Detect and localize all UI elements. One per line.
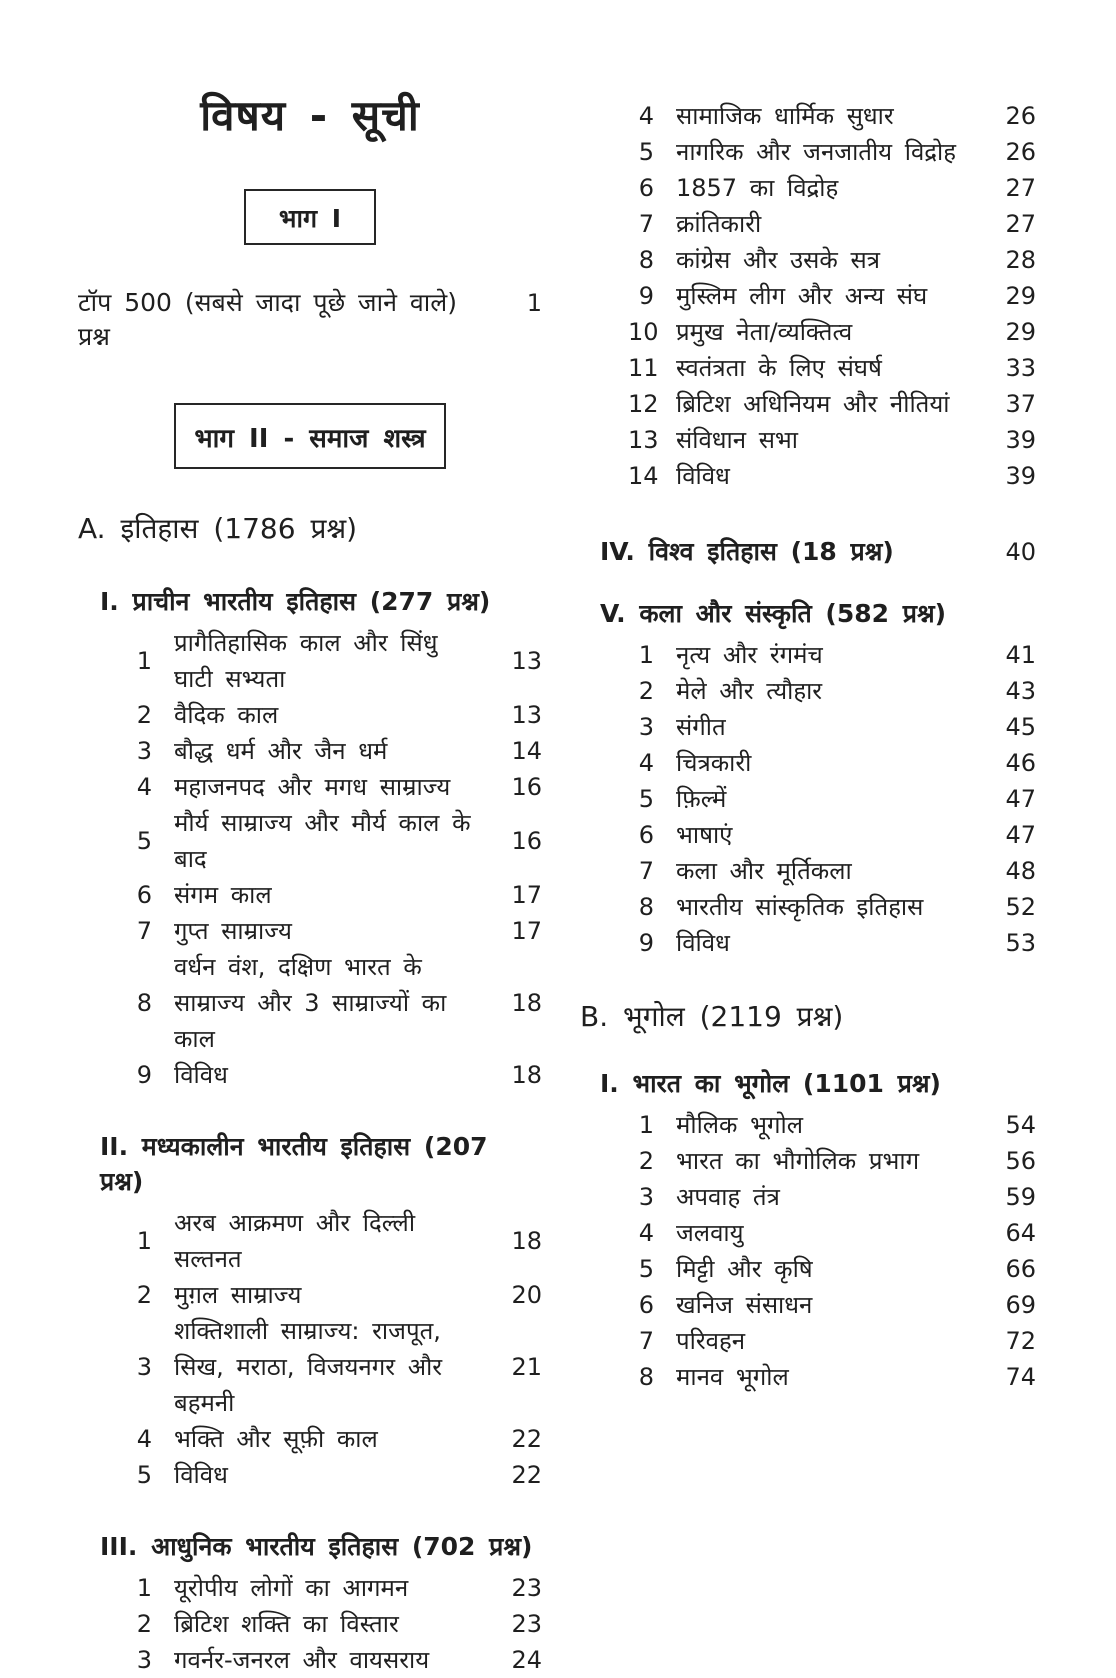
toc-item-row — [78, 697, 542, 733]
part2-box-label: भाग II - समाज शस्त्र — [194, 424, 426, 454]
toc-item-row — [78, 805, 542, 877]
item-number: 4 — [638, 748, 654, 777]
item-number: 7 — [638, 1326, 654, 1355]
item-number: 6 — [638, 1290, 654, 1319]
item-page: 53 — [1005, 928, 1036, 957]
item-number: 4 — [136, 773, 152, 802]
toc-item-row — [580, 314, 1036, 350]
subsection-a5-heading: V. कला और संस्कृति (582 प्रश्न) — [600, 598, 947, 628]
item-number: 3 — [638, 1182, 654, 1211]
item-page: 26 — [1005, 138, 1036, 166]
item-label: भारत का भौगोलिक प्रभाग — [676, 1146, 920, 1175]
subsection-a2-heading: II. मध्यकालीन भारतीय इतिहास (207 प्रश्न) — [100, 1132, 488, 1197]
top500-label: टॉप 500 (सबसे जादा पूछे जाने वाले) प्रश्न — [78, 288, 457, 351]
toc-item-row — [78, 1057, 542, 1093]
item-label: मौलिक भूगोल — [676, 1110, 803, 1139]
item-page: 16 — [511, 773, 542, 802]
item-label: बौद्ध धर्म और जैन धर्म — [174, 737, 388, 766]
item-number: 1 — [136, 1227, 152, 1256]
item-page: 22 — [511, 1425, 542, 1454]
toc-item-row — [580, 134, 1036, 170]
item-number: 9 — [136, 1061, 152, 1090]
item-label: खनिज संसाधन — [676, 1290, 813, 1319]
toc-item-row — [78, 733, 542, 769]
item-page: 45 — [1005, 712, 1036, 741]
item-label: मेले और त्यौहार — [676, 676, 823, 705]
toc-item-row — [580, 350, 1036, 386]
item-number: 11 — [628, 354, 659, 382]
item-label: वर्धन वंश, दक्षिण भारत के साम्राज्य और 3 साम्राज्यों का काल — [174, 953, 447, 1054]
item-number: 10 — [628, 318, 659, 346]
item-page: 48 — [1005, 856, 1036, 885]
item-page: 27 — [1005, 174, 1036, 202]
item-page: 29 — [1005, 282, 1036, 310]
toc-item-row — [580, 458, 1036, 494]
item-page: 29 — [1005, 318, 1036, 346]
toc-item-row — [78, 1642, 542, 1678]
toc-item-row — [580, 170, 1036, 206]
item-label: ब्रिटिश अधिनियम और नीतियां — [676, 390, 950, 418]
item-label: स्वतंत्रता के लिए संघर्ष — [676, 354, 882, 382]
subsection-a3-items-left — [78, 1570, 542, 1678]
item-label: प्रागैतिहासिक काल और सिंधु घाटी सभ्यता — [174, 629, 438, 694]
toc-item-row — [78, 877, 542, 913]
item-label: भाषाएं — [676, 820, 733, 849]
toc-item-row — [580, 1359, 1036, 1395]
item-number: 14 — [628, 462, 659, 490]
item-page: 13 — [511, 701, 542, 730]
item-page: 28 — [1005, 246, 1036, 274]
item-page: 17 — [511, 881, 542, 910]
item-label: ब्रिटिश शक्ति का विस्तार — [174, 1610, 399, 1639]
toc-item-row — [78, 1570, 542, 1606]
item-label: सामाजिक धार्मिक सुधार — [676, 102, 894, 130]
item-label: वैदिक काल — [174, 701, 279, 730]
item-label: नागरिक और जनजातीय विद्रोह — [676, 138, 956, 166]
item-page: 72 — [1005, 1326, 1036, 1355]
toc-item-row — [580, 925, 1036, 961]
item-label: मौर्य साम्राज्य और मौर्य काल के बाद — [174, 809, 471, 874]
item-label: मुस्लिम लीग और अन्य संघ — [676, 282, 928, 310]
toc-item-row — [580, 889, 1036, 925]
toc-item-row — [580, 709, 1036, 745]
toc-item-row — [78, 949, 542, 1057]
subsection-a3-heading: III. आधुनिक भारतीय इतिहास (702 प्रश्न) — [100, 1532, 533, 1562]
item-label: प्रमुख नेता/व्यक्तित्व — [676, 318, 853, 346]
item-page: 37 — [1005, 390, 1036, 418]
toc-item-row — [78, 1421, 542, 1457]
left-column — [78, 86, 542, 1678]
item-page: 20 — [511, 1281, 542, 1310]
section-a-heading: A. इतिहास (1786 प्रश्न) — [78, 512, 358, 545]
toc-item-row — [580, 781, 1036, 817]
item-page: 13 — [511, 647, 542, 676]
toc-item-row — [580, 1179, 1036, 1215]
item-number: 7 — [638, 210, 654, 238]
item-label: अरब आक्रमण और दिल्ली सल्तनत — [174, 1209, 416, 1274]
item-page: 59 — [1005, 1182, 1036, 1211]
item-number: 5 — [638, 138, 654, 166]
toc-item-row — [580, 673, 1036, 709]
item-page: 26 — [1005, 102, 1036, 130]
item-number: 5 — [638, 1254, 654, 1283]
item-number: 1 — [638, 640, 654, 669]
right-column — [580, 98, 1036, 1395]
top500-row — [78, 285, 542, 353]
item-number: 7 — [638, 856, 654, 885]
item-number: 6 — [638, 820, 654, 849]
item-number: 2 — [638, 1146, 654, 1175]
item-page: 52 — [1005, 892, 1036, 921]
toc-item-row — [78, 1606, 542, 1642]
item-page: 47 — [1005, 784, 1036, 813]
item-label: भारतीय सांस्कृतिक इतिहास — [676, 892, 924, 921]
item-label: शक्तिशाली साम्राज्य: राजपूत, सिख, मराठा, विजयनगर और बहमनी — [174, 1317, 443, 1418]
toc-item-row — [78, 625, 542, 697]
item-label: संगम काल — [174, 881, 272, 910]
toc-item-row — [580, 98, 1036, 134]
subsection-a4-heading: IV. विश्व इतिहास (18 प्रश्न) — [600, 537, 894, 566]
item-number: 9 — [638, 928, 654, 957]
item-number: 5 — [638, 784, 654, 813]
item-number: 6 — [136, 881, 152, 910]
subsection-b1-items — [580, 1107, 1036, 1395]
toc-item-row — [580, 386, 1036, 422]
item-label: कला और मूर्तिकला — [676, 856, 852, 885]
toc-item-row — [78, 913, 542, 949]
subsection-a1-heading: I. प्राचीन भारतीय इतिहास (277 प्रश्न) — [100, 587, 491, 617]
toc-item-row — [78, 1457, 542, 1493]
item-number: 1 — [136, 1574, 152, 1603]
item-page: 24 — [511, 1646, 542, 1675]
item-label: परिवहन — [676, 1326, 746, 1355]
item-page: 16 — [511, 827, 542, 856]
item-page: 21 — [511, 1353, 542, 1382]
item-label: भक्ति और सूफ़ी काल — [174, 1425, 378, 1454]
item-number: 2 — [638, 676, 654, 705]
page-title: विषय - सूची — [200, 91, 420, 140]
item-number: 8 — [638, 1362, 654, 1391]
toc-item-row — [78, 1205, 542, 1277]
subsection-a2-items — [78, 1205, 542, 1493]
item-number: 4 — [136, 1425, 152, 1454]
item-page: 18 — [511, 1227, 542, 1256]
item-page: 69 — [1005, 1290, 1036, 1319]
item-number: 2 — [136, 1281, 152, 1310]
item-number: 1 — [136, 647, 152, 676]
item-page: 47 — [1005, 820, 1036, 849]
item-number: 2 — [136, 1610, 152, 1639]
item-number: 1 — [638, 1110, 654, 1139]
part2-box — [174, 403, 446, 469]
item-label: गवर्नर-जनरल और वायसराय — [174, 1646, 430, 1675]
toc-item-row — [580, 422, 1036, 458]
item-label: नृत्य और रंगमंच — [676, 640, 823, 669]
toc-item-row — [580, 1143, 1036, 1179]
item-page: 43 — [1005, 676, 1036, 705]
subsection-a5-items — [580, 637, 1036, 961]
toc-item-row — [580, 278, 1036, 314]
toc-item-row — [580, 853, 1036, 889]
toc-item-row — [580, 1107, 1036, 1143]
item-label: संगीत — [676, 712, 726, 741]
item-number: 13 — [628, 426, 659, 454]
item-number: 2 — [136, 701, 152, 730]
item-label: मिट्टी और कृषि — [676, 1254, 813, 1283]
toc-item-row — [580, 637, 1036, 673]
item-page: 54 — [1005, 1110, 1036, 1139]
toc-item-row — [580, 1251, 1036, 1287]
toc-item-row — [78, 1277, 542, 1313]
item-page: 39 — [1005, 426, 1036, 454]
item-label: विविध — [174, 1061, 228, 1090]
toc-item-row — [78, 1313, 542, 1421]
toc-item-row — [580, 1323, 1036, 1359]
toc-item-row — [580, 1215, 1036, 1251]
toc-item-row — [580, 817, 1036, 853]
item-label: 1857 का विद्रोह — [676, 174, 839, 202]
item-label: विविध — [676, 928, 730, 957]
item-page: 27 — [1005, 210, 1036, 238]
item-page: 22 — [511, 1461, 542, 1490]
toc-item-row — [580, 1287, 1036, 1323]
item-label: महाजनपद और मगध साम्राज्य — [174, 773, 451, 802]
item-page: 74 — [1005, 1362, 1036, 1391]
item-label: अपवाह तंत्र — [676, 1182, 780, 1211]
part1-box — [244, 189, 376, 245]
item-page: 46 — [1005, 748, 1036, 777]
part1-box-label: भाग I — [278, 204, 342, 233]
item-label: विविध — [174, 1461, 228, 1490]
item-page: 14 — [511, 737, 542, 766]
subsection-a3-items-right — [580, 98, 1036, 494]
subsection-a4-heading-row — [580, 534, 1036, 570]
section-b-heading: B. भूगोल (2119 प्रश्न) — [580, 999, 844, 1033]
item-label: विविध — [676, 462, 730, 490]
toc-item-row — [580, 242, 1036, 278]
item-label: संविधान सभा — [676, 426, 799, 454]
toc-item-row — [78, 769, 542, 805]
toc-item-row — [580, 745, 1036, 781]
item-number: 12 — [628, 390, 659, 418]
item-label: यूरोपीय लोगों का आगमन — [174, 1574, 409, 1603]
item-label: फ़िल्में — [676, 784, 727, 813]
item-page: 33 — [1005, 354, 1036, 382]
item-number: 3 — [638, 712, 654, 741]
item-page: 18 — [511, 989, 542, 1018]
item-number: 4 — [638, 102, 654, 130]
item-page: 17 — [511, 917, 542, 946]
subsection-a4-page: 40 — [1005, 538, 1036, 566]
item-label: गुप्त साम्राज्य — [174, 917, 292, 946]
item-label: कांग्रेस और उसके सत्र — [676, 246, 880, 274]
item-page: 23 — [511, 1610, 542, 1639]
item-label: मानव भूगोल — [676, 1362, 789, 1391]
item-page: 18 — [511, 1061, 542, 1090]
item-page: 66 — [1005, 1254, 1036, 1283]
item-number: 5 — [136, 1461, 152, 1490]
top500-page: 1 — [526, 289, 542, 317]
subsection-a1-items — [78, 625, 542, 1093]
item-number: 3 — [136, 737, 152, 766]
item-label: चित्रकारी — [676, 748, 752, 777]
item-page: 23 — [511, 1574, 542, 1603]
item-number: 4 — [638, 1218, 654, 1247]
subsection-b1-heading: I. भारत का भूगोल (1101 प्रश्न) — [600, 1068, 941, 1098]
item-page: 41 — [1005, 640, 1036, 669]
item-number: 6 — [638, 174, 654, 202]
item-number: 5 — [136, 827, 152, 856]
item-page: 39 — [1005, 462, 1036, 490]
item-label: क्रांतिकारी — [676, 210, 762, 238]
item-label: मुग़ल साम्राज्य — [174, 1281, 302, 1310]
item-page: 64 — [1005, 1218, 1036, 1247]
item-number: 8 — [136, 989, 152, 1018]
item-number: 7 — [136, 917, 152, 946]
item-number: 8 — [638, 246, 654, 274]
item-number: 9 — [638, 282, 654, 310]
item-number: 3 — [136, 1353, 152, 1382]
item-page: 56 — [1005, 1146, 1036, 1175]
item-number: 8 — [638, 892, 654, 921]
toc-item-row — [580, 206, 1036, 242]
item-number: 3 — [136, 1646, 152, 1675]
item-label: जलवायु — [676, 1218, 744, 1247]
